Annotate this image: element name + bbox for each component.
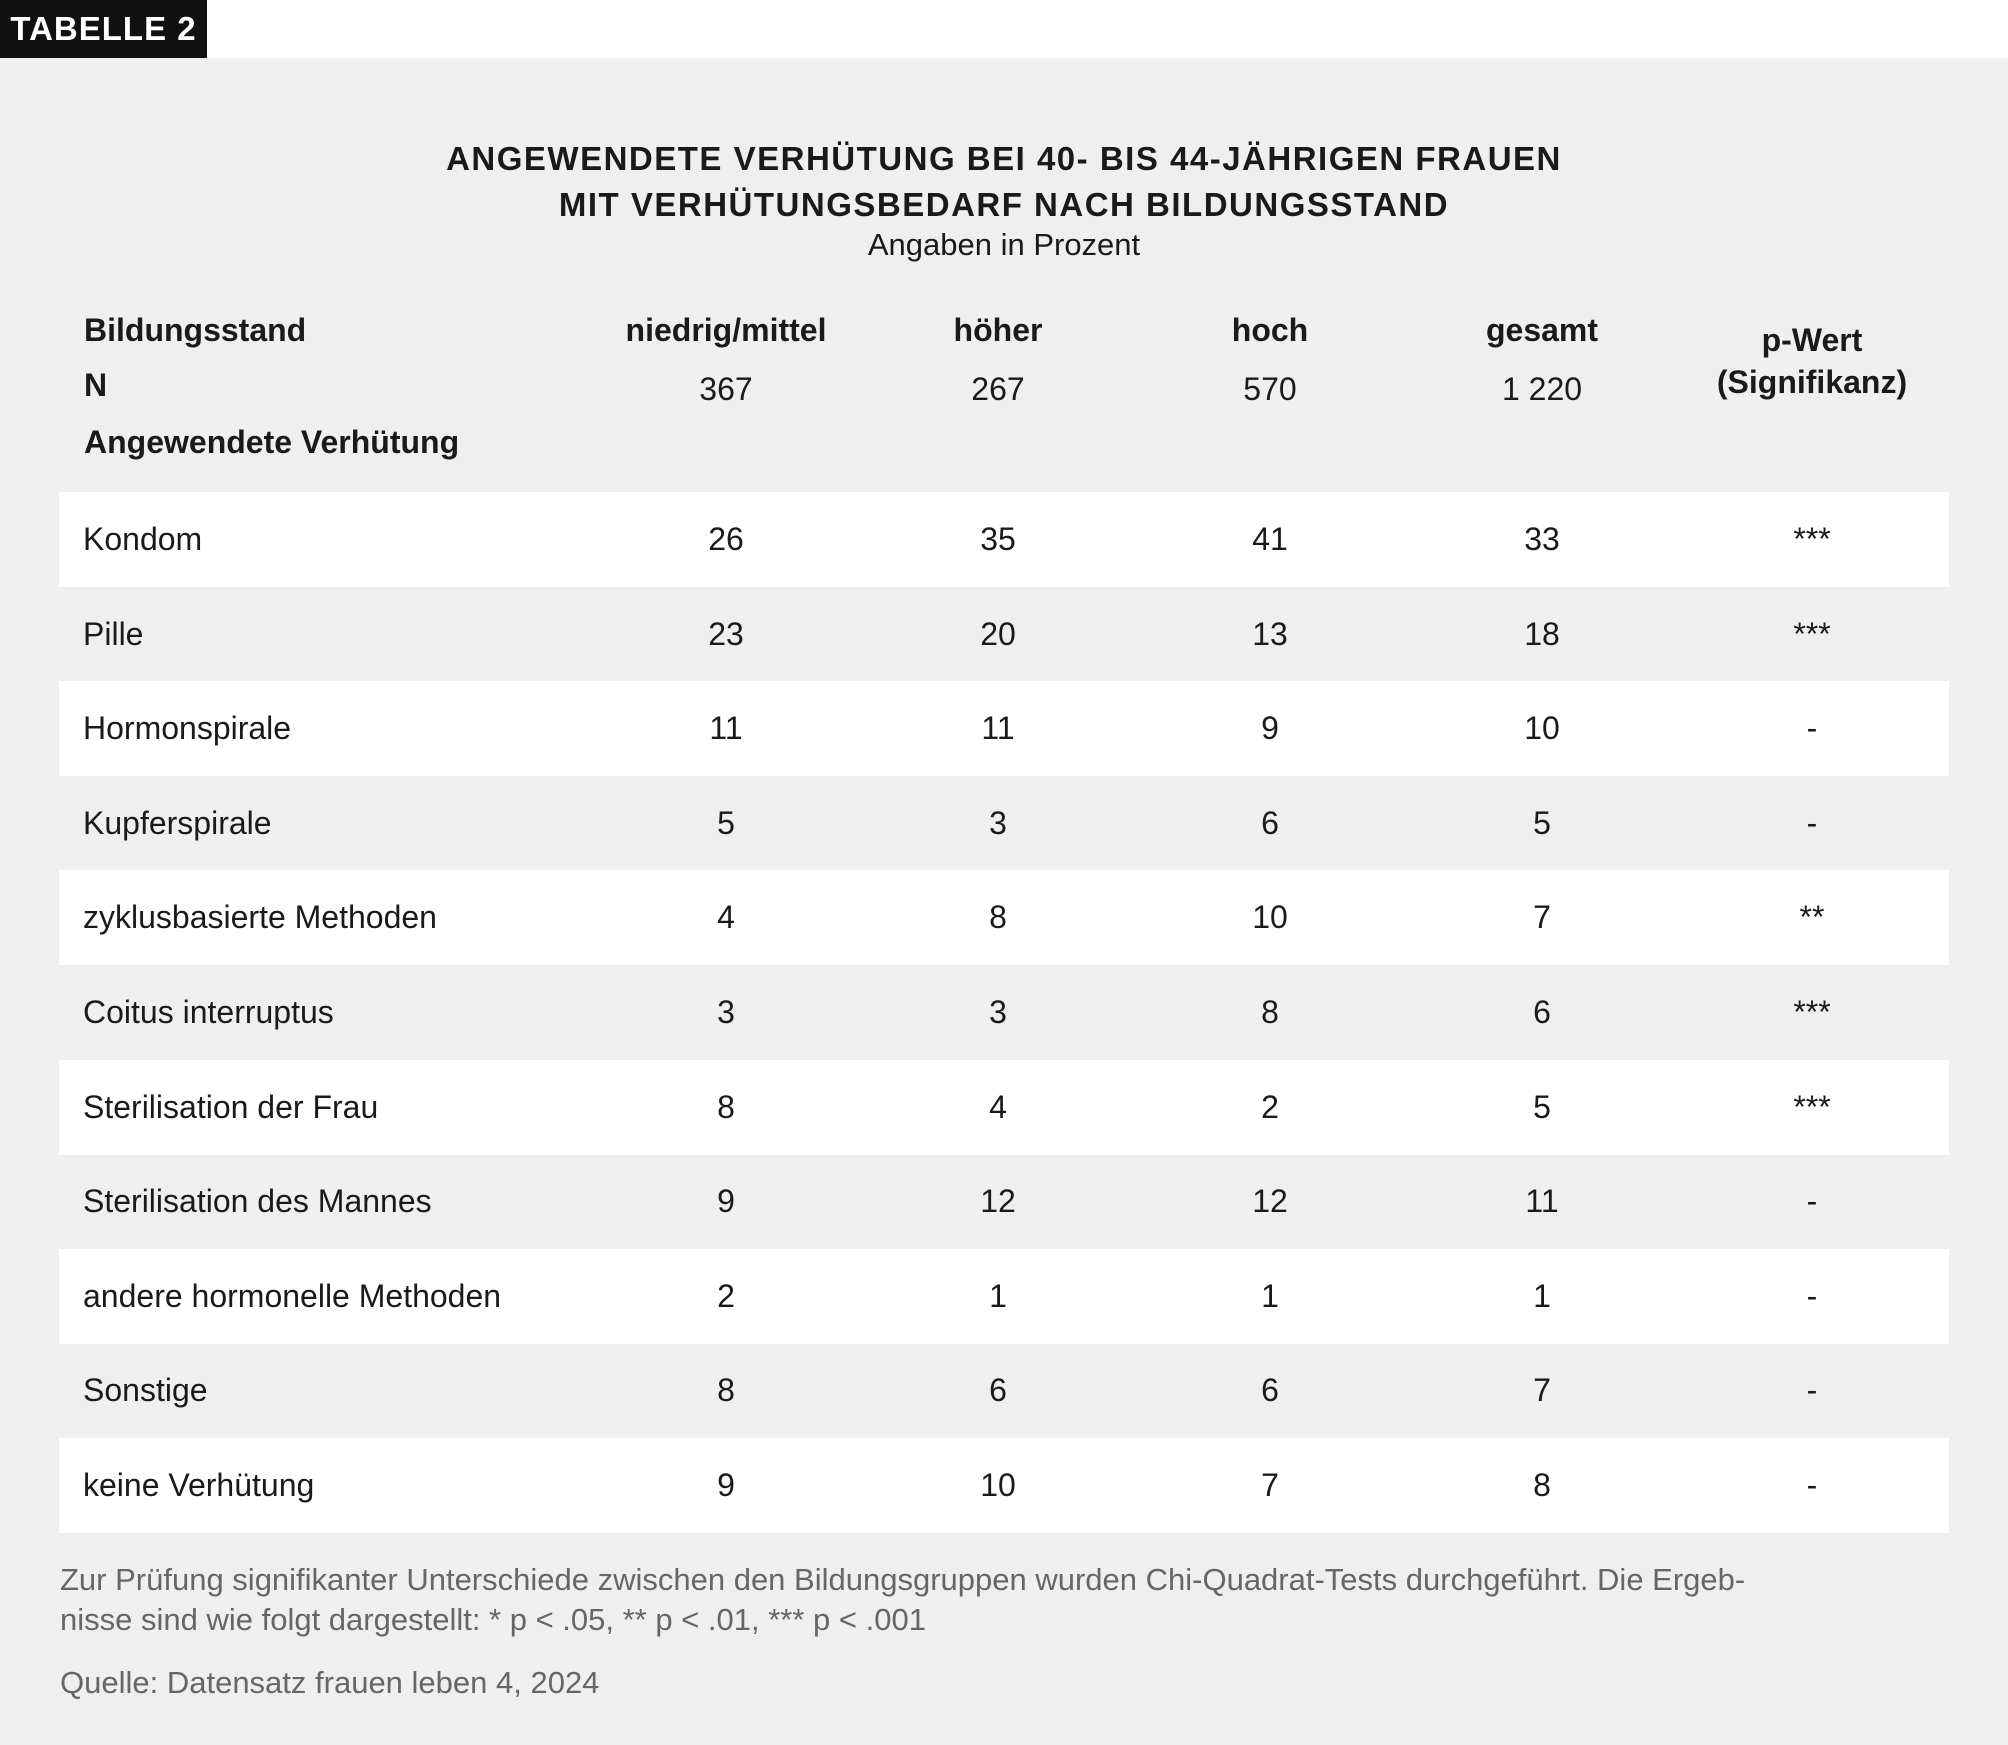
header-verhuetung-label: Angewendete Verhütung: [84, 424, 460, 460]
table-badge: TABELLE 2: [0, 0, 207, 58]
table-row: [59, 1154, 1949, 1249]
header-bildungsstand: Bildungsstand: [84, 312, 307, 348]
row-value: 9: [1261, 710, 1279, 746]
row-value: 10: [980, 1467, 1016, 1503]
row-value: 23: [708, 616, 744, 652]
row-value: 20: [980, 616, 1016, 652]
row-value: 1: [989, 1278, 1007, 1314]
row-value: 2: [1261, 1089, 1279, 1125]
table-panel: [0, 58, 2008, 1745]
row-label: zyklusbasierte Methoden: [83, 899, 437, 935]
row-value: 8: [989, 899, 1007, 935]
row-value: 3: [717, 994, 735, 1030]
row-value: 10: [1524, 710, 1560, 746]
row-value: 35: [980, 521, 1016, 557]
row-value: 7: [1261, 1467, 1279, 1503]
table-row: [59, 587, 1949, 682]
row-value: 4: [989, 1089, 1007, 1125]
row-value: 8: [717, 1089, 735, 1125]
row-value: 4: [717, 899, 735, 935]
row-value: 6: [989, 1372, 1007, 1408]
row-value: 8: [1261, 994, 1279, 1030]
row-significance: -: [1806, 1372, 1818, 1408]
column-header-signifikanz: (Signifikanz): [1716, 364, 1908, 400]
row-value: 33: [1524, 521, 1560, 557]
row-significance: -: [1806, 1183, 1818, 1219]
row-value: 5: [1533, 805, 1551, 841]
row-value: 2: [717, 1278, 735, 1314]
row-value: 18: [1524, 616, 1560, 652]
table-subtitle: Angaben in Prozent: [867, 227, 1141, 262]
column-header-hoch: hoch: [1231, 312, 1309, 348]
source-note: Quelle: Datensatz frauen leben 4, 2024: [60, 1665, 600, 1700]
row-value: 12: [1252, 1183, 1288, 1219]
row-significance: ***: [1793, 994, 1831, 1030]
row-label: Pille: [83, 616, 144, 652]
n-value-niedrig-mittel: 367: [699, 371, 753, 407]
n-value-hoeher: 267: [971, 371, 1025, 407]
row-label: Sterilisation der Frau: [83, 1089, 379, 1125]
row-value: 12: [980, 1183, 1016, 1219]
row-label: Kondom: [83, 521, 203, 557]
row-value: 7: [1533, 1372, 1551, 1408]
n-value-hoch: 570: [1243, 371, 1297, 407]
column-header-pwert: p-Wert: [1761, 322, 1863, 358]
row-label: Coitus interruptus: [83, 994, 334, 1030]
table-title-line2: MIT VERHÜTUNGSBEDARF NACH BILDUNGSSTAND: [558, 186, 1450, 223]
row-significance: -: [1806, 1467, 1818, 1503]
row-value: 6: [1261, 1372, 1279, 1408]
column-header-hoeher: höher: [953, 312, 1043, 348]
row-value: 3: [989, 994, 1007, 1030]
row-significance: ***: [1793, 616, 1831, 652]
table-title-line1: ANGEWENDETE VERHÜTUNG BEI 40- BIS 44-JÄHRIGEN FRAUEN: [446, 140, 1562, 177]
table-row: [59, 965, 1949, 1060]
header-n-label: N: [84, 367, 108, 403]
n-value-gesamt: 1 220: [1501, 371, 1583, 407]
row-label: andere hormonelle Methoden: [83, 1278, 502, 1314]
row-value: 11: [709, 710, 743, 746]
table-row: [59, 776, 1949, 871]
row-value: 10: [1252, 899, 1288, 935]
row-value: 7: [1533, 899, 1551, 935]
row-value: 1: [1533, 1278, 1551, 1314]
row-significance: **: [1799, 899, 1825, 935]
row-significance: -: [1806, 710, 1818, 746]
column-header-niedrig-mittel: niedrig/mittel: [625, 312, 827, 348]
row-significance: -: [1806, 1278, 1818, 1314]
row-value: 5: [717, 805, 735, 841]
table-row: [59, 1249, 1949, 1344]
footnote-line2: nisse sind wie folgt dargestellt: * p < .05, ** p < .01, *** p < .001: [60, 1602, 926, 1637]
row-value: 13: [1252, 616, 1288, 652]
row-significance: ***: [1793, 521, 1831, 557]
row-label: Sonstige: [83, 1372, 208, 1408]
row-label: Sterilisation des Mannes: [83, 1183, 432, 1219]
row-value: 1: [1261, 1278, 1279, 1314]
row-label: Kupferspirale: [83, 805, 272, 841]
row-value: 8: [717, 1372, 735, 1408]
row-value: 11: [1525, 1183, 1559, 1219]
row-value: 3: [989, 805, 1007, 841]
table-row: [59, 492, 1949, 587]
table-row: [59, 870, 1949, 965]
row-significance: ***: [1793, 1089, 1831, 1125]
footnote-line1: Zur Prüfung signifikanter Unterschiede zwischen den Bildungsgruppen wurden Chi-Quadrat-Tests durchgeführt. Die Ergeb-: [60, 1562, 1746, 1597]
row-label: keine Verhütung: [83, 1467, 315, 1503]
row-value: 9: [717, 1183, 735, 1219]
table-row: [59, 1438, 1949, 1533]
row-value: 41: [1252, 521, 1288, 557]
row-value: 9: [717, 1467, 735, 1503]
column-header-gesamt: gesamt: [1485, 312, 1599, 348]
row-value: 6: [1533, 994, 1551, 1030]
table-row: [59, 1343, 1949, 1438]
row-value: 5: [1533, 1089, 1551, 1125]
row-label: Hormonspirale: [83, 710, 292, 746]
table-row: [59, 681, 1949, 776]
row-value: 11: [981, 710, 1015, 746]
row-value: 26: [708, 521, 744, 557]
table-row: [59, 1060, 1949, 1155]
row-significance: -: [1806, 805, 1818, 841]
row-value: 6: [1261, 805, 1279, 841]
row-value: 8: [1533, 1467, 1551, 1503]
